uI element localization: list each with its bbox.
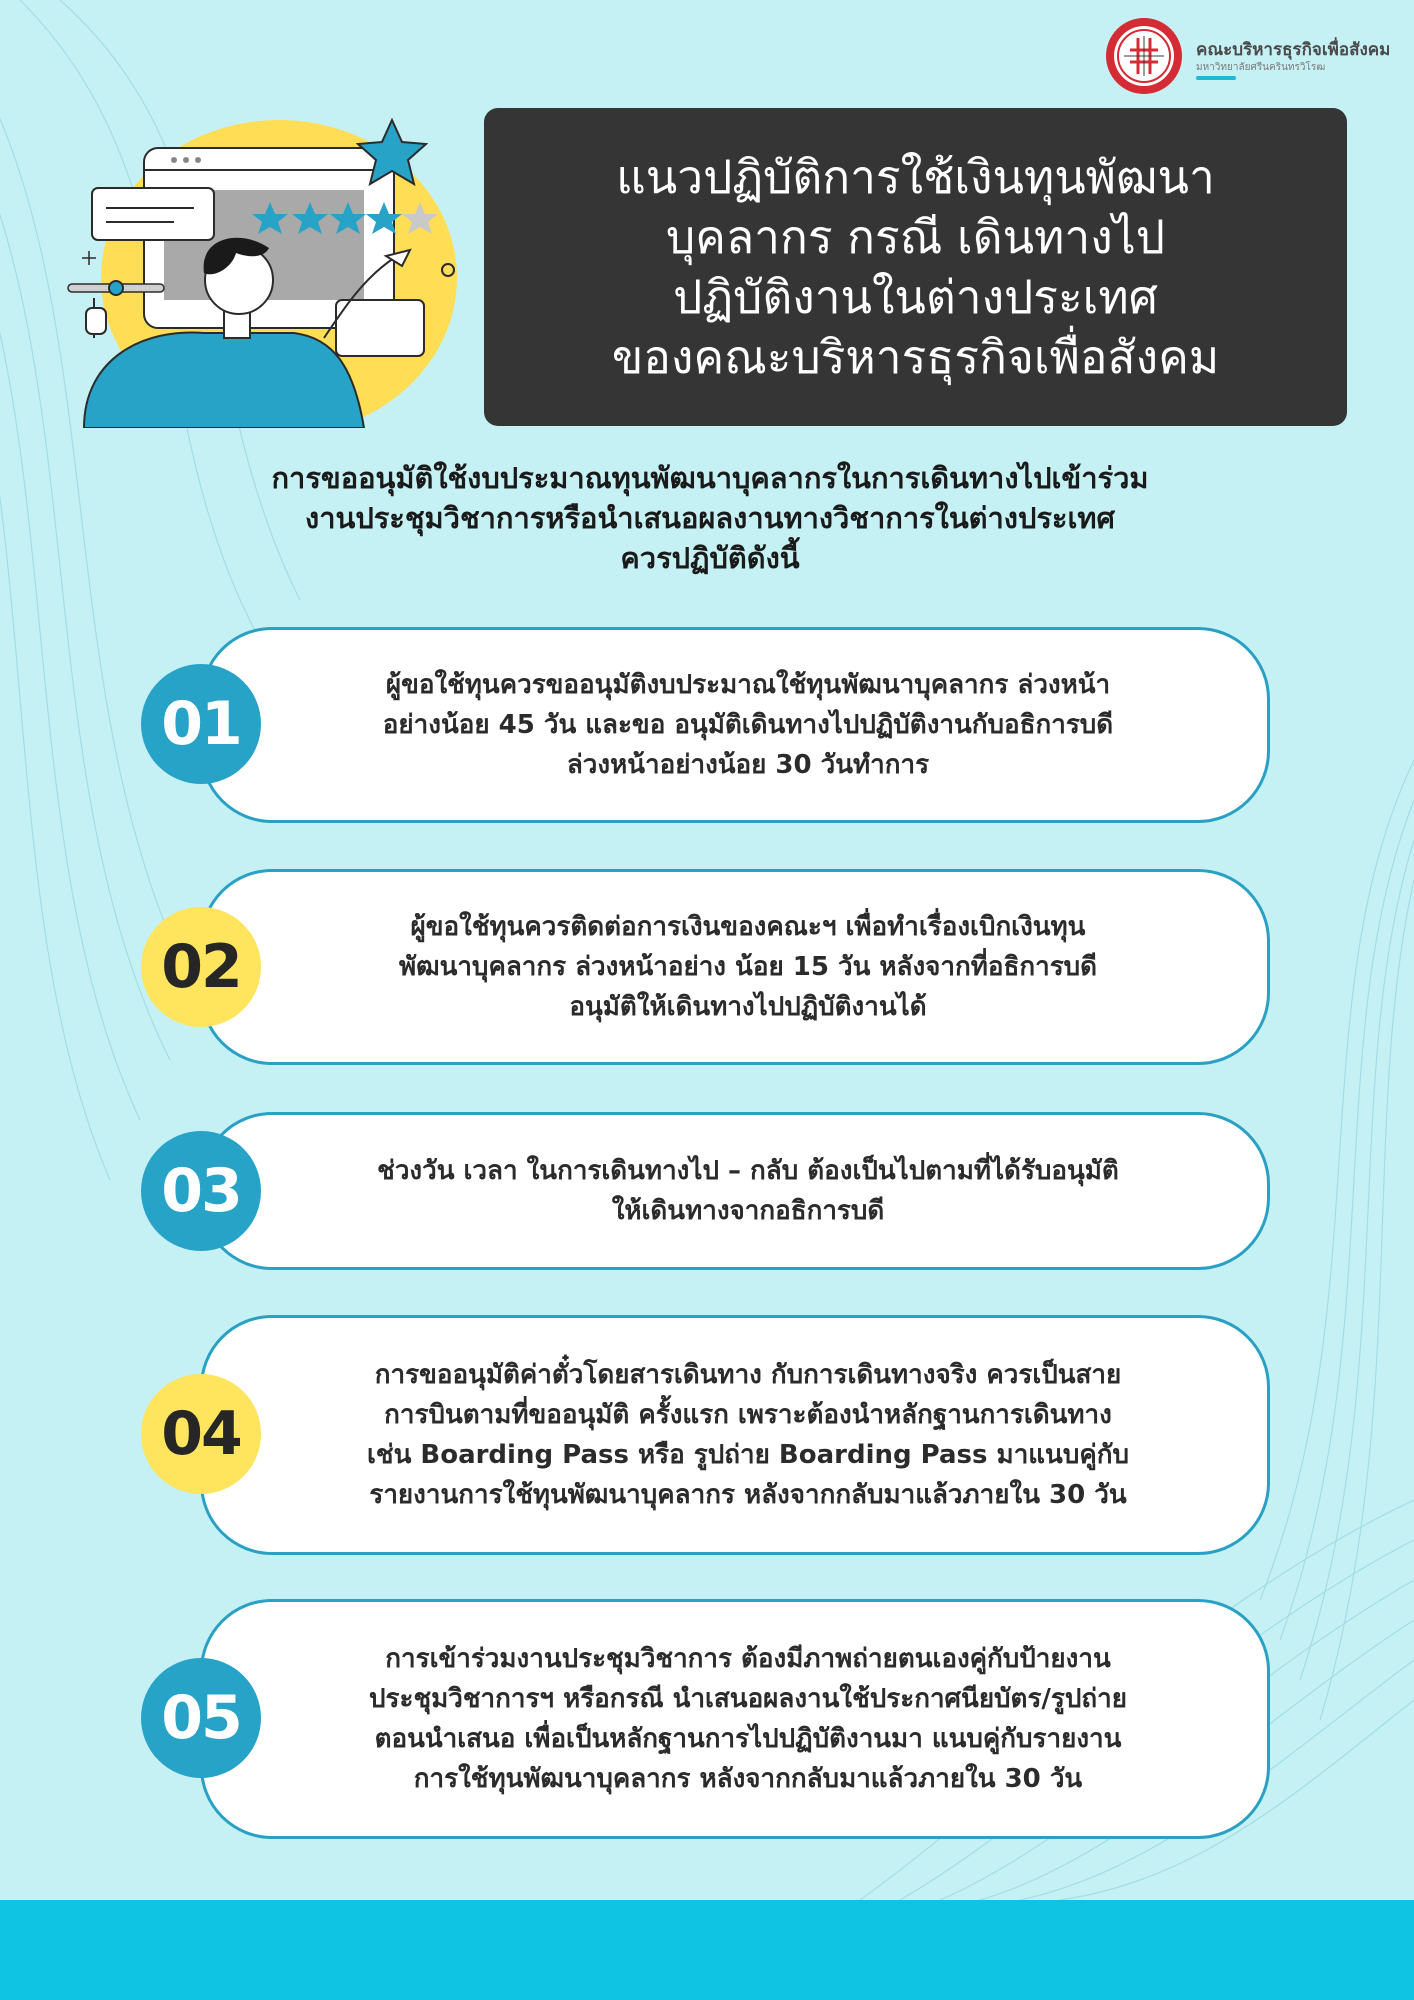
intro-line: การขออนุมัติใช้งบประมาณทุนพัฒนาบุคลากรในการเดินทางไปเข้าร่วม: [271, 461, 1149, 495]
step-card-04: [200, 1315, 1270, 1555]
step-card-02: [200, 869, 1270, 1065]
step-line: ให้เดินทางจากอธิการบดี: [611, 1196, 885, 1226]
step-text: [369, 1639, 1127, 1799]
step-text: [367, 1355, 1129, 1515]
logo-name: คณะบริหารธุรกิจเพื่อสังคม: [1196, 40, 1391, 60]
step-line: ตอนนำเสนอ เพื่อเป็นหลักฐานการไปปฏิบัติงานมา แนบคู่กับรายงาน: [374, 1724, 1122, 1754]
title-line: แนวปฏิบัติการใช้เงินทุนพัฒนา: [616, 150, 1215, 204]
step-text: [399, 907, 1097, 1027]
step-line: การขออนุมัติค่าตั๋วโดยสารเดินทาง กับการเดินทางจริง ควรเป็นสาย: [374, 1360, 1122, 1390]
step-card-05: [200, 1599, 1270, 1839]
step-text: [383, 665, 1113, 785]
step-number-badge: 03: [141, 1131, 261, 1251]
step-line: การบินตามที่ขออนุมัติ ครั้งแรก เพราะต้องนำหลักฐานการเดินทาง: [384, 1400, 1112, 1430]
step-line: ผู้ขอใช้ทุนควรติดต่อการเงินของคณะฯ เพื่อทำเรื่องเบิกเงินทุน: [410, 912, 1086, 942]
intro-line: งานประชุมวิชาการหรือนำเสนอผลงานทางวิชาการในต่างประเทศ: [305, 501, 1115, 535]
university-seal-icon: [1104, 16, 1184, 96]
step-number-badge: 02: [141, 907, 261, 1027]
step-number-badge: 04: [141, 1374, 261, 1494]
intro-line: ควรปฏิบัติดังนี้: [620, 541, 800, 575]
intro-text: [110, 458, 1310, 578]
step-card-01: [200, 627, 1270, 823]
logo-underline: [1196, 76, 1236, 80]
step-line: ประชุมวิชาการฯ หรือกรณี นำเสนอผลงานใช้ประกาศนียบัตร/รูปถ่าย: [369, 1684, 1127, 1714]
title-line: บุคลากร กรณี เดินทางไป: [665, 210, 1165, 264]
step-line: อนุมัติให้เดินทางไปปฏิบัติงานได้: [569, 992, 927, 1022]
step-line: ช่วงวัน เวลา ในการเดินทางไป – กลับ ต้องเป็นไปตามที่ได้รับอนุมัติ: [377, 1156, 1119, 1186]
step-line: การใช้ทุนพัฒนาบุคลากร หลังจากกลับมาแล้วภายใน 30 วัน: [413, 1764, 1083, 1794]
step-card-03: [200, 1112, 1270, 1270]
title-line: ปฏิบัติงานในต่างประเทศ: [673, 270, 1158, 324]
step-line: เช่น Boarding Pass หรือ รูปถ่าย Boarding Pass มาแนบคู่กับ: [367, 1440, 1129, 1470]
title-line: ของคณะบริหารธุรกิจเพื่อสังคม: [611, 330, 1220, 384]
title-box: [484, 108, 1347, 426]
step-line: การเข้าร่วมงานประชุมวิชาการ ต้องมีภาพถ่ายตนเองคู่กับป้ายงาน: [385, 1644, 1111, 1674]
page-title: [612, 147, 1219, 387]
step-line: พัฒนาบุคลากร ล่วงหน้าอย่าง น้อย 15 วัน หลังจากที่อธิการบดี: [398, 952, 1098, 982]
step-line: ล่วงหน้าอย่างน้อย 30 วันทำการ: [566, 750, 930, 780]
header-illustration: [64, 108, 484, 428]
step-line: ผู้ขอใช้ทุนควรขออนุมัติงบประมาณใช้ทุนพัฒนาบุคลากร ล่วงหน้า: [385, 670, 1111, 700]
step-line: รายงานการใช้ทุนพัฒนาบุคลากร หลังจากกลับมาแล้วภายใน 30 วัน: [369, 1480, 1127, 1510]
step-number-badge: 05: [141, 1658, 261, 1778]
footer-band: [0, 1900, 1414, 2000]
step-number-badge: 01: [141, 664, 261, 784]
logo-subtitle: มหาวิทยาลัยศรีนครินทรวิโรฒ: [1196, 62, 1326, 73]
step-text: [377, 1151, 1119, 1231]
step-line: อย่างน้อย 45 วัน และขอ อนุมัติเดินทางไปปฏิบัติงานกับอธิการบดี: [382, 710, 1114, 740]
faculty-logo: [1104, 16, 1404, 98]
